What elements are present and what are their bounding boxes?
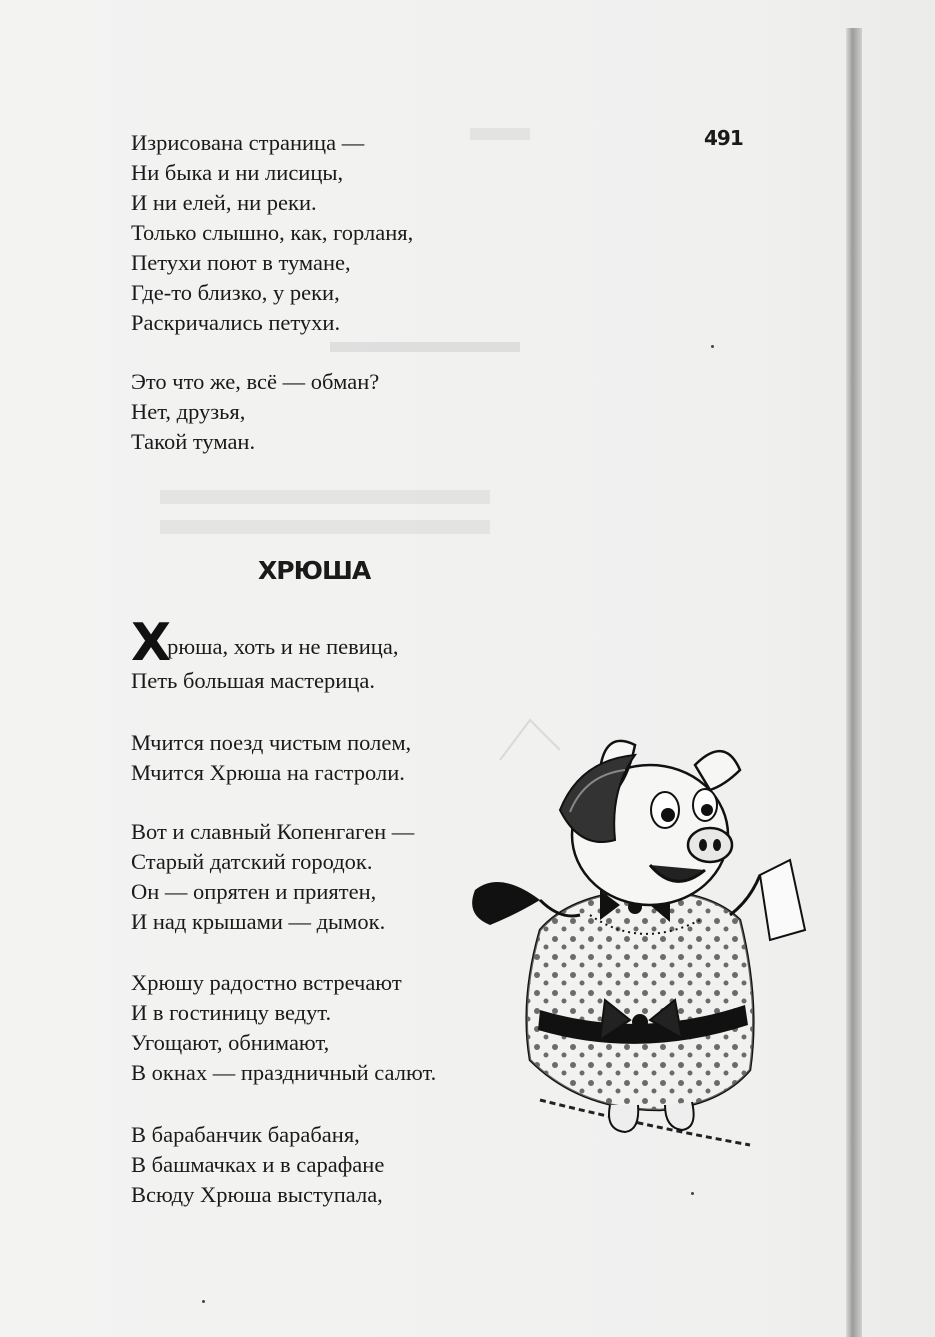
stanza-5	[131, 1120, 384, 1210]
verse-line: Раскричались петухи.	[131, 310, 341, 335]
paper-speck	[711, 345, 714, 348]
first-verse-line	[131, 613, 399, 673]
pig-in-polka-dot-dress-icon	[460, 700, 820, 1160]
verse-line: Всюду Хрюша выступала,	[131, 1182, 383, 1207]
verse-line: Нет, друзья,	[131, 399, 246, 424]
verse-line: Петухи поют в тумане,	[131, 250, 351, 275]
verse-line: И над крышами — дымок.	[131, 909, 386, 934]
verse-line: Хрюшу радостно встречают	[131, 970, 402, 995]
verse-line: Изрисована страница —	[131, 130, 365, 155]
verse-line: Ни быка и ни лисицы,	[131, 160, 344, 185]
verse-line: И ни елей, ни реки.	[131, 190, 317, 215]
verse-line: Старый датский городок.	[131, 849, 373, 874]
verse-line: Где-то близко, у реки,	[131, 280, 340, 305]
verse-line: Это что же, всё — обман?	[131, 369, 380, 394]
stanza-3	[131, 817, 414, 937]
stanza-top-1	[131, 128, 413, 338]
verse-line: рюша, хоть и не певица,	[167, 634, 399, 659]
drop-cap: Х	[131, 613, 172, 673]
stanza-top-2	[131, 367, 379, 457]
verse-line: Он — опрятен и приятен,	[131, 879, 377, 904]
paper-speck	[691, 1192, 694, 1195]
verse-line: Такой туман.	[131, 429, 256, 454]
spine-shadow	[846, 28, 862, 1337]
stanza-2	[131, 728, 411, 788]
page-number: 491	[704, 126, 743, 150]
verse-line: Вот и славный Копенгаген —	[131, 819, 415, 844]
verse-line: Угощают, обнимают,	[131, 1030, 330, 1055]
verse-line: Только слышно, как, горланя,	[131, 220, 414, 245]
verse-line: Мчится Хрюша на гастроли.	[131, 760, 405, 785]
poem-title: ХРЮША	[258, 556, 371, 585]
paper-speck	[202, 1300, 205, 1303]
stanza-1-rest	[131, 666, 375, 696]
verse-line: Мчится поезд чистым полем,	[131, 730, 412, 755]
verse-line: В барабанчик барабаня,	[131, 1122, 360, 1147]
verse-line: В окнах — праздничный салют.	[131, 1060, 437, 1085]
stanza-4	[131, 968, 436, 1088]
verse-line: И в гостиницу ведут.	[131, 1000, 332, 1025]
verse-line: Петь большая мастерица.	[131, 668, 375, 693]
verse-line: В башмачках и в сарафане	[131, 1152, 385, 1177]
